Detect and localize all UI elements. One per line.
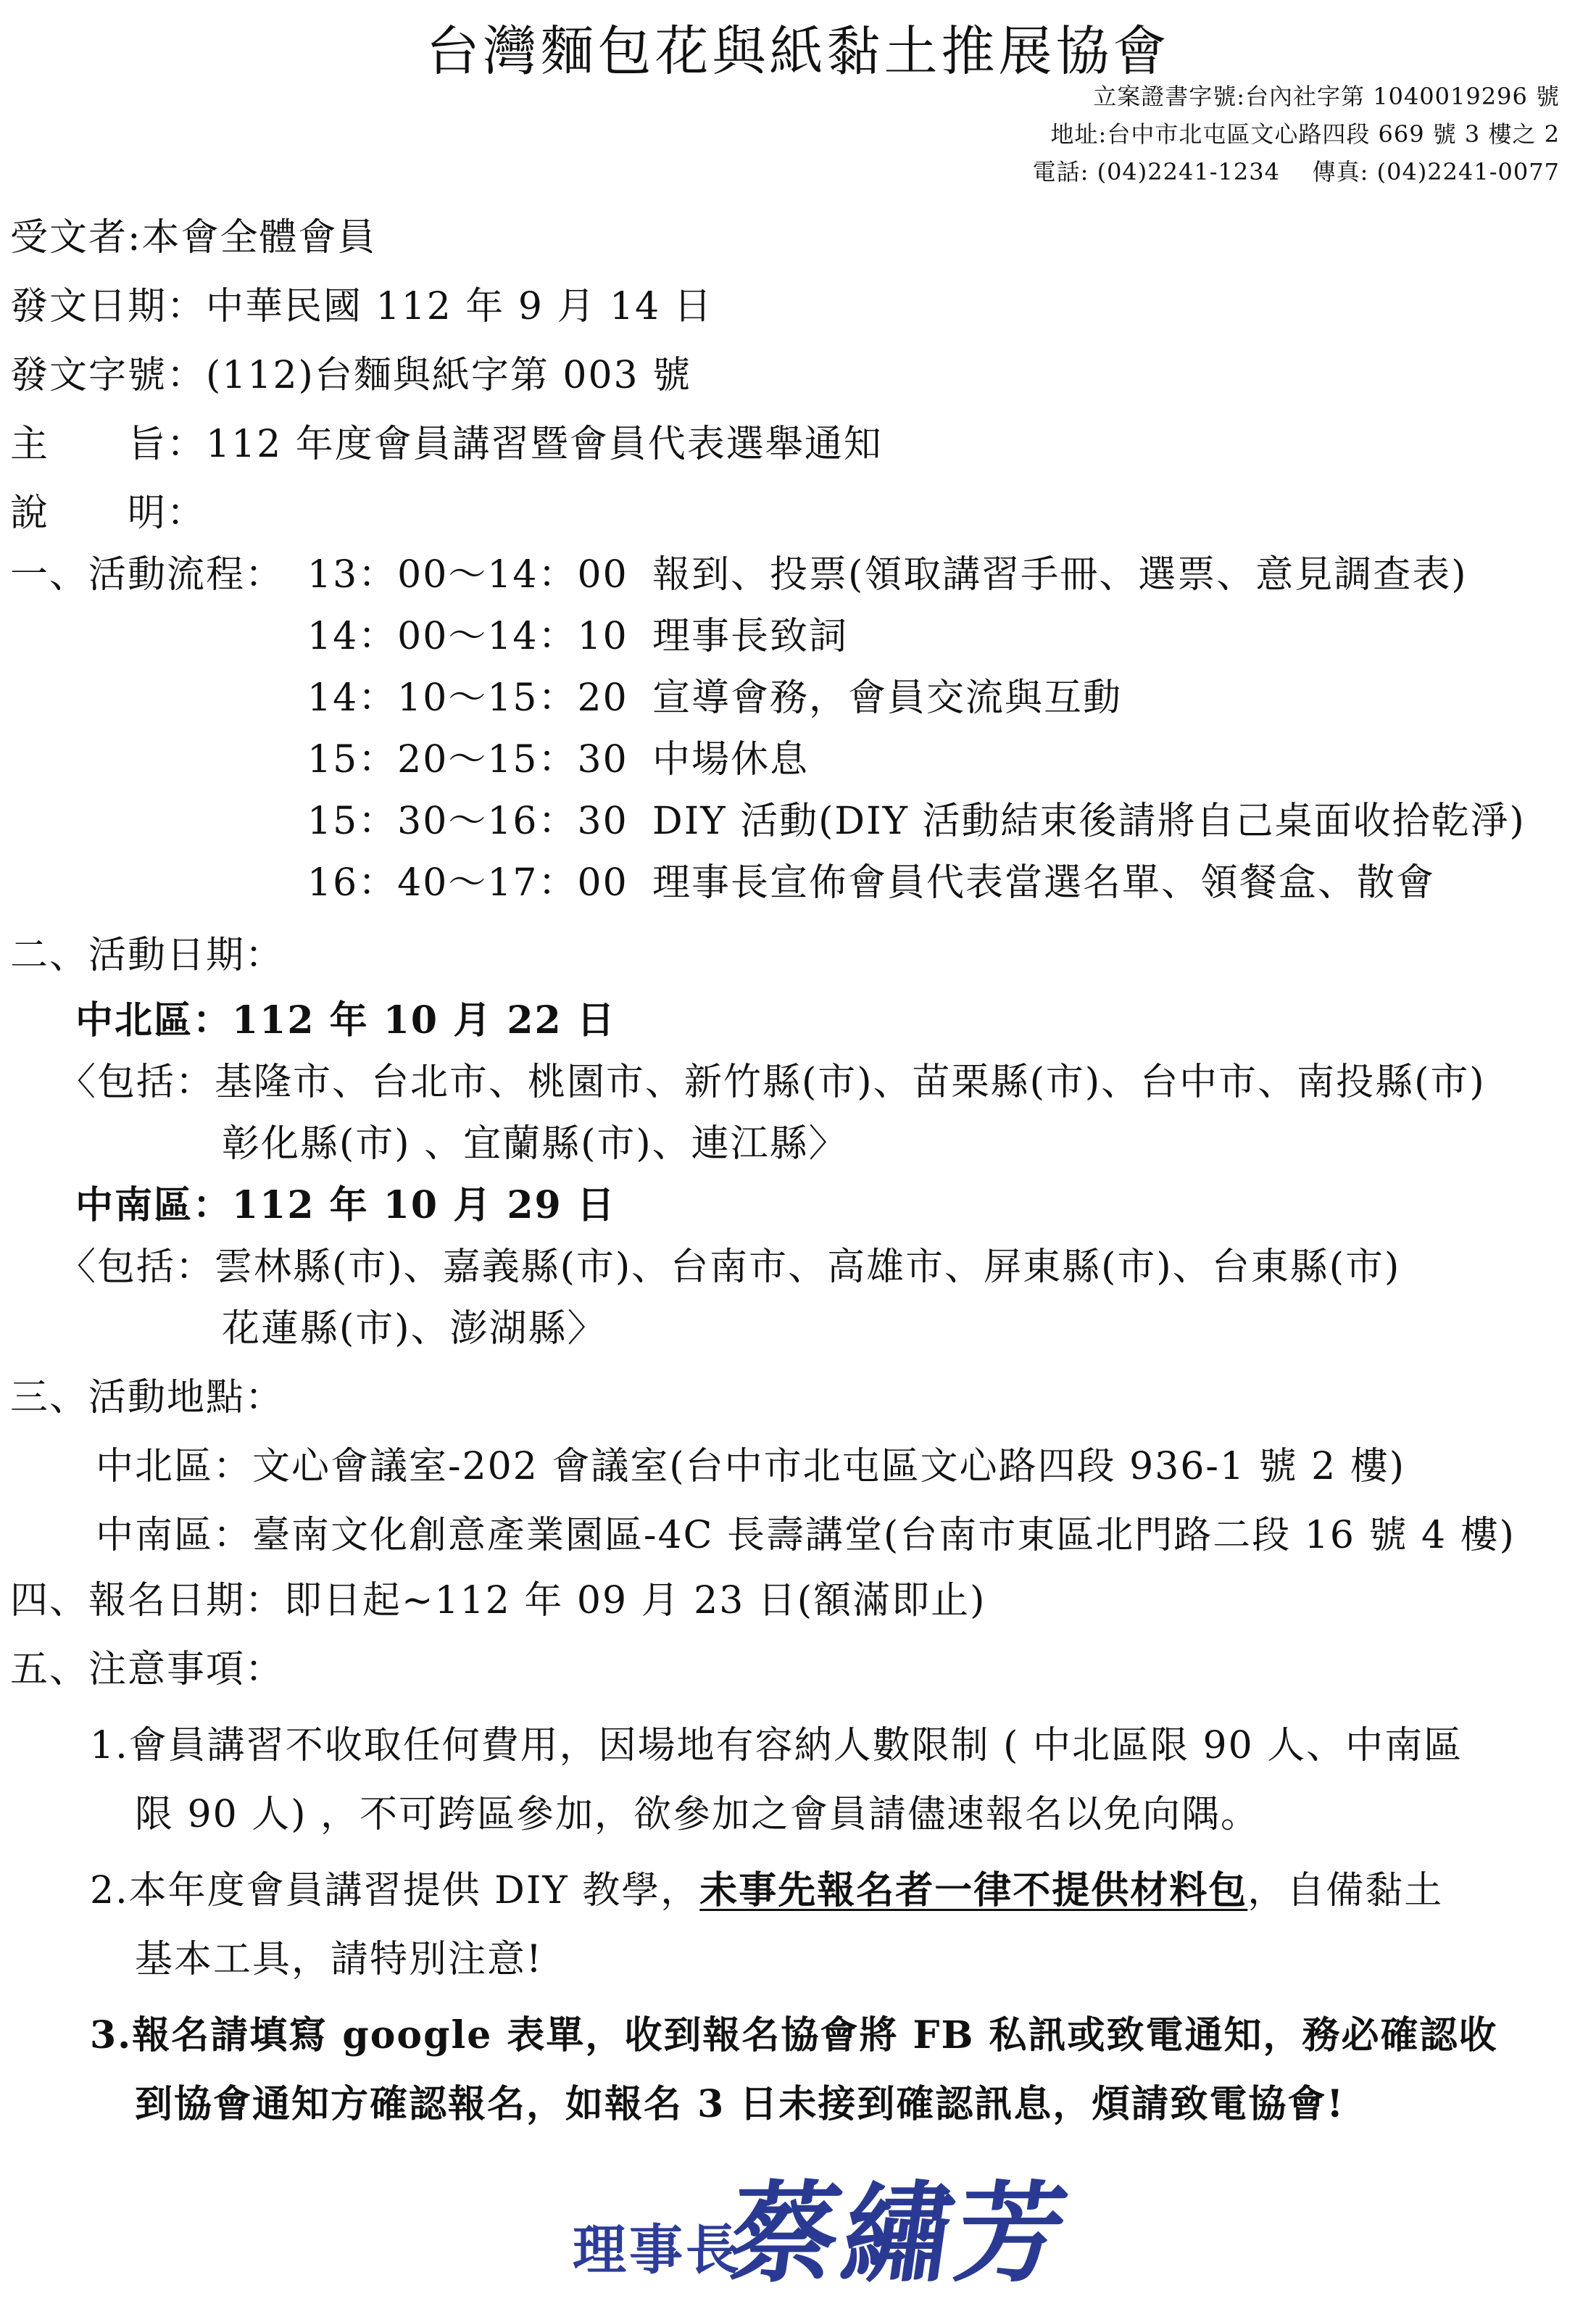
note-2-suffix: ，自備黏土 xyxy=(1247,1869,1444,1912)
venue-heading: 三、活動地點： xyxy=(10,1376,285,1419)
south-venue: 中南區：臺南文化創意產業園區-4C 長壽講堂(台南市東區北門路二段 16 號 4 樓) xyxy=(96,1514,1516,1557)
organization-title: 台灣麵包花與紙黏土推展協會 xyxy=(425,20,1171,83)
subject-text: 112 年度會員講習暨會員代表選舉通知 xyxy=(206,423,883,466)
north-region-areas: 〈包括：基隆市、台北市、桃園市、新竹縣(市)、苗栗縣(市)、台中市、南投縣(市) xyxy=(58,1061,1486,1104)
note-2-cont: 基本工具，請特別注意! xyxy=(135,1938,543,1981)
note-2-emphasis: 未事先報名者一律不提供材料包 xyxy=(699,1868,1248,1912)
dates-heading: 二、活動日期： xyxy=(10,934,285,977)
schedule-time: 16：40～17：00 xyxy=(307,861,628,905)
schedule-desc: 宣導會務，會員交流與互動 xyxy=(652,676,1123,720)
recipient: 受文者:本會全體會員 xyxy=(10,216,377,260)
schedule-time: 14：00～14：10 xyxy=(307,615,628,658)
contact-line xyxy=(1033,154,1560,187)
schedule-desc: 報到、投票(領取講習手冊、選票、意見調查表) xyxy=(652,553,1468,597)
schedule-desc: 理事長致詞 xyxy=(652,615,849,658)
phone-number: 電話: (04)2241-1234 xyxy=(1032,158,1280,186)
explanation-label: 說 明： xyxy=(10,492,207,535)
registration-number: 立案證書字號:台內社字第 1040019296 號 xyxy=(1093,83,1560,110)
note-1-cont: 限 90 人) ，不可跨區參加，欲參加之會員請儘速報名以免向隅。 xyxy=(135,1793,1260,1836)
note-2 xyxy=(90,1860,1443,1914)
schedule-time: 15：30～16：30 xyxy=(307,800,628,843)
subject-line xyxy=(10,413,883,468)
note-3: 3.報名請填寫 google 表單，收到報名協會將 FB 私訊或致電通知，務必確認收 xyxy=(90,2013,1498,2057)
south-region-areas: 〈包括：雲林縣(市)、嘉義縣(市)、台南市、高雄市、屏東縣(市)、台東縣(市) xyxy=(58,1245,1401,1289)
schedule-time: 14：10～15：20 xyxy=(307,676,628,720)
schedule-time: 15：20～15：30 xyxy=(307,738,628,782)
note-3-cont: 到協會通知方確認報名，如報名 3 日未接到確認訊息，煩請致電協會! xyxy=(135,2082,1345,2126)
north-region-areas-cont: 彰化縣(市) 、宜蘭縣(市)、連江縣〉 xyxy=(222,1122,848,1166)
south-region-date: 中南區：112 年 10 月 29 日 xyxy=(75,1183,616,1227)
document-number: 發文字號：(112)台麵與紙字第 003 號 xyxy=(10,354,692,397)
schedule-desc: 中場休息 xyxy=(652,738,810,782)
north-venue: 中北區：文心會議室-202 會議室(台中市北屯區文心路四段 936-1 號 2 樓) xyxy=(96,1445,1406,1488)
schedule-time: 13：00～14：00 xyxy=(307,553,628,597)
signature-title: 理事長 xyxy=(573,2219,742,2281)
handwritten-signature: 蔡繡芳 xyxy=(721,2170,1079,2297)
notes-heading: 五、注意事項： xyxy=(10,1648,285,1691)
subject-label: 主 旨： xyxy=(10,423,207,466)
schedule-heading: 一、活動流程： xyxy=(10,553,285,597)
organization-address: 地址:台中市北屯區文心路四段 669 號 3 樓之 2 xyxy=(1050,120,1560,148)
schedule-desc: DIY 活動(DIY 活動結束後請將自己桌面收拾乾淨) xyxy=(652,800,1526,843)
issue-date: 發文日期：中華民國 112 年 9 月 14 日 xyxy=(10,285,713,328)
schedule-desc: 理事長宣佈會員代表當選名單、領餐盒、散會 xyxy=(652,861,1436,905)
note-2-prefix: 2.本年度會員講習提供 DIY 教學， xyxy=(90,1869,700,1912)
note-1: 1.會員講習不收取任何費用，因場地有容納人數限制 ( 中北區限 90 人、中南區 xyxy=(90,1724,1463,1767)
north-region-date: 中北區：112 年 10 月 22 日 xyxy=(75,998,616,1042)
south-region-areas-cont: 花蓮縣(市)、澎湖縣〉 xyxy=(222,1307,607,1351)
fax-number: 傳真: (04)2241-0077 xyxy=(1312,158,1560,186)
registration-period: 四、報名日期：即日起~112 年 09 月 23 日(額滿即止) xyxy=(10,1579,986,1622)
